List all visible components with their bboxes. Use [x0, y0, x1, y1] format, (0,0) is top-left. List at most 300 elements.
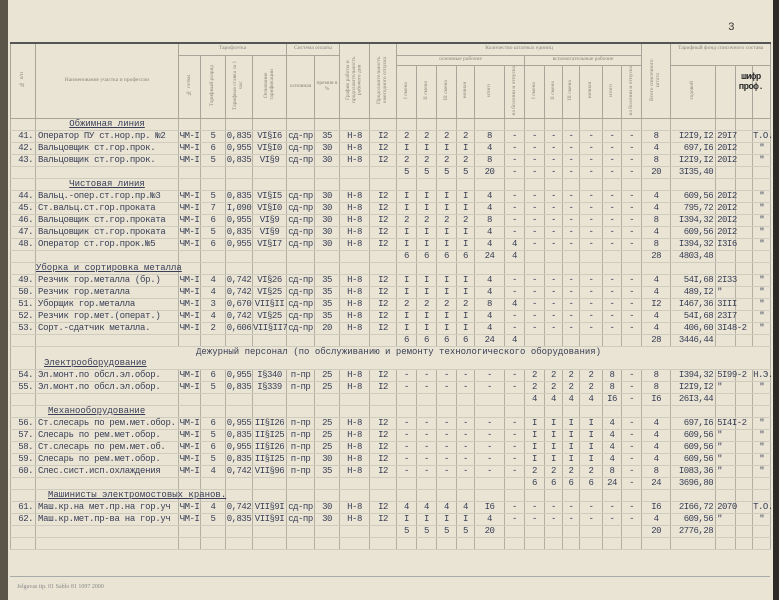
- main-shift1: I: [397, 322, 417, 334]
- main-shift2: 2: [417, 154, 437, 166]
- grade: 6: [201, 441, 226, 453]
- table-row: [11, 298, 771, 310]
- aux-total: -: [603, 501, 622, 513]
- pay-system: п-пр: [287, 465, 315, 477]
- aux-shift3: I: [563, 441, 580, 453]
- main-shift3: -: [437, 369, 457, 381]
- aux-night: [580, 334, 603, 346]
- cell: [437, 118, 457, 130]
- profession-name: Вальцовщик ст.гор.прок.: [36, 142, 179, 154]
- main-total: 8: [475, 130, 505, 142]
- main-shift3: I: [437, 322, 457, 334]
- table-row: [11, 310, 771, 322]
- aux-shift2: -: [545, 202, 563, 214]
- main-shift1: I: [397, 238, 417, 250]
- table-row: [11, 429, 771, 441]
- aux-shift1: [525, 250, 545, 262]
- tariff-basis: VI§9: [253, 154, 287, 166]
- schedule: Н-8: [340, 202, 370, 214]
- main-night: -: [457, 465, 475, 477]
- profession-code: ": [716, 381, 736, 393]
- table-row: [11, 369, 771, 381]
- cell: [642, 118, 671, 130]
- main-shift1: -: [397, 465, 417, 477]
- main-shift1: [397, 393, 417, 405]
- main-night: -: [457, 453, 475, 465]
- grade: [201, 250, 226, 262]
- aux-shift2: -: [545, 322, 563, 334]
- header-tariff-grid: Тарифсетка: [179, 43, 287, 55]
- note: [753, 537, 771, 549]
- cell: [563, 118, 580, 130]
- main-sick: -: [505, 286, 525, 298]
- fund-extra: [736, 310, 753, 322]
- cell: [753, 118, 771, 130]
- table-row: [11, 322, 771, 334]
- printer-imprint: Jelgavas tip. 01 Sablo 81 1097 2000: [17, 584, 104, 590]
- pay-system: п-пр: [287, 369, 315, 381]
- grid-no: [179, 477, 201, 489]
- aux-total: [603, 525, 622, 537]
- note: Н.Э.: [753, 369, 773, 380]
- vacation-days: [370, 537, 397, 549]
- main-sick: -: [505, 226, 525, 238]
- profession-code: 2I33: [717, 274, 737, 285]
- header-main-total: итого: [475, 65, 505, 118]
- aux-shift1: 2: [525, 369, 545, 381]
- bonus-percent: 30: [315, 202, 340, 214]
- cell: [580, 118, 603, 130]
- vacation-days: I2: [370, 190, 397, 202]
- schedule: Н-8: [340, 238, 370, 250]
- bonus-percent: 30: [315, 238, 340, 250]
- section-header-row: [11, 489, 771, 501]
- main-night: I: [457, 513, 475, 525]
- aux-shift1: -: [525, 226, 545, 238]
- aux-shift2: -: [545, 286, 563, 298]
- aux-sick: -: [622, 477, 642, 489]
- aux-night: -: [580, 190, 603, 202]
- annual-fund: 609,56: [671, 513, 716, 525]
- main-sick: -: [505, 441, 525, 453]
- main-shift2: I: [417, 310, 437, 322]
- annual-fund: 609,56: [671, 190, 716, 202]
- main-sick: 4: [505, 250, 525, 262]
- note: ": [753, 226, 771, 238]
- header-vacation: Продолжительность ежегодного отпуска: [370, 43, 397, 118]
- aux-shift2: 2: [545, 369, 563, 381]
- cell: [457, 262, 475, 274]
- aux-shift1: -: [525, 322, 545, 334]
- annual-fund: 697,I6: [671, 142, 716, 154]
- schedule: Н-8: [340, 286, 370, 298]
- tariff-basis: [253, 393, 287, 405]
- payroll-total: 4: [642, 441, 671, 453]
- cell: [370, 262, 397, 274]
- fund-extra: [736, 130, 753, 142]
- profession-name: [36, 537, 179, 549]
- tariff-basis: VI§I6: [253, 130, 287, 142]
- aux-sick: -: [622, 465, 642, 477]
- cell: [622, 405, 642, 417]
- main-night: 2: [457, 130, 475, 142]
- cell: [563, 262, 580, 274]
- profession-name: Оператор ПУ ст.нор.пр. №2: [36, 130, 179, 142]
- schedule: [340, 166, 370, 178]
- header-basis: Основание тарификации: [253, 55, 287, 118]
- main-total: -: [475, 441, 505, 453]
- main-total: 24: [475, 250, 505, 262]
- main-total: [475, 477, 505, 489]
- main-total: I6: [475, 501, 505, 513]
- main-shift3: 2: [437, 154, 457, 166]
- cell: [437, 262, 457, 274]
- header-payroll-total: Всего списочного штата: [642, 43, 671, 118]
- profession-name: Вальцовщик ст.гор.проката: [36, 226, 179, 238]
- fund-extra: [736, 286, 753, 298]
- pay-system: сд-пр: [288, 513, 313, 524]
- cell: [315, 489, 340, 501]
- main-shift1: -: [397, 381, 417, 393]
- schedule: Н-8: [340, 154, 370, 166]
- tariff-basis: [253, 334, 287, 346]
- fund-extra: [736, 166, 753, 178]
- cell: [179, 178, 201, 190]
- main-shift1: -: [397, 441, 417, 453]
- header-aux-workers: вспомогательные рабочие: [525, 55, 642, 65]
- main-shift1: I: [397, 142, 417, 154]
- tariff-basis: [253, 250, 287, 262]
- profession-name: Слесарь по рем.мет.обор.: [36, 429, 179, 441]
- profession-name: Оператор ст.гор.прок.№5: [36, 238, 179, 250]
- grade: [201, 334, 226, 346]
- aux-night: 2: [580, 465, 603, 477]
- main-sick: -: [505, 274, 525, 286]
- grade: 5: [201, 453, 226, 465]
- aux-night: -: [580, 286, 603, 298]
- header-aux-night: ночная: [580, 65, 603, 118]
- hourly-rate: 0,835: [226, 513, 252, 524]
- grid-no: ЧМ-I: [179, 465, 200, 476]
- main-sick: [505, 525, 525, 537]
- aux-sick: -: [622, 166, 642, 178]
- aux-shift3: 2: [563, 381, 580, 393]
- main-shift3: -: [437, 453, 457, 465]
- header-pay-main: основная: [287, 55, 315, 118]
- subtotal-row: [11, 334, 771, 346]
- main-shift2: I: [417, 202, 437, 214]
- main-shift1: I: [397, 513, 417, 525]
- main-night: 5: [457, 166, 475, 178]
- aux-night: I: [580, 453, 603, 465]
- header-schedule: График работы и продолжительность рабочего дня: [340, 43, 370, 118]
- cell: [340, 405, 370, 417]
- aux-night: -: [580, 142, 603, 154]
- main-shift2: I: [417, 286, 437, 298]
- payroll-total: 4: [642, 322, 671, 334]
- bonus-percent: 35: [315, 286, 340, 298]
- cell: [370, 178, 397, 190]
- fund-extra: [736, 274, 753, 286]
- annual-fund: 3446,44: [671, 334, 716, 346]
- bonus-percent: 30: [315, 226, 340, 238]
- aux-night: [580, 250, 603, 262]
- hourly-rate: 0,835: [226, 429, 252, 440]
- aux-shift1: 4: [525, 393, 545, 405]
- cell: [11, 405, 36, 417]
- hourly-rate: 0,835: [226, 453, 252, 464]
- main-sick: 4: [505, 238, 525, 250]
- cell: [397, 262, 417, 274]
- cell: [253, 178, 287, 190]
- bonus-percent: [315, 537, 340, 549]
- aux-sick: -: [622, 501, 642, 513]
- cell: [201, 118, 226, 130]
- cell: [253, 489, 287, 501]
- header-main-shift3: III смена: [437, 65, 457, 118]
- profession-name: Вальцовщик ст.гор.проката: [36, 214, 179, 226]
- aux-shift2: I: [545, 441, 563, 453]
- aux-sick: -: [622, 322, 642, 334]
- hourly-rate: 0,955: [226, 417, 252, 428]
- cell: [563, 178, 580, 190]
- aux-total: 8: [603, 369, 622, 381]
- main-shift3: -: [437, 441, 457, 453]
- aux-total: -: [603, 202, 622, 214]
- aux-shift2: -: [545, 154, 563, 166]
- bonus-percent: 35: [315, 274, 340, 286]
- grade: 5: [201, 130, 226, 142]
- aux-shift2: [545, 537, 563, 549]
- cell: [580, 262, 603, 274]
- aux-night: -: [580, 202, 603, 214]
- cell: [315, 178, 340, 190]
- profession-name: Вальц.-опер.ст.гор.пр.№3: [36, 190, 179, 202]
- cell: [603, 118, 622, 130]
- aux-sick: -: [622, 429, 642, 441]
- note: ": [753, 381, 771, 393]
- aux-night: [580, 537, 603, 549]
- note: [753, 393, 771, 405]
- cell: [716, 405, 736, 417]
- grid-no: [179, 537, 201, 549]
- grid-no: [179, 166, 201, 178]
- schedule: Н-8: [340, 226, 370, 238]
- aux-sick: -: [622, 310, 642, 322]
- tariff-basis: II§I25: [253, 453, 287, 465]
- grade: 7: [201, 202, 226, 214]
- aux-total: -: [603, 190, 622, 202]
- vacation-days: I2: [370, 501, 397, 513]
- payroll-total: 8: [642, 238, 671, 250]
- header-aux-shift3: III смена: [563, 65, 580, 118]
- profession-code: 29I7: [717, 130, 737, 141]
- aux-sick: -: [622, 214, 642, 226]
- aux-shift1: -: [525, 166, 545, 178]
- note: ": [753, 453, 771, 465]
- profession-name: Маш.кр.мет.пр-ва на гор.уч: [36, 513, 179, 525]
- profession-code: 23I7: [717, 310, 737, 321]
- grid-no: ЧМ-I: [179, 429, 200, 440]
- profession-name: Уборщик гор.металла: [36, 298, 179, 310]
- annual-fund: 2776,28: [671, 525, 716, 537]
- aux-shift3: -: [563, 298, 580, 310]
- cell: [340, 489, 370, 501]
- main-shift3: 6: [437, 334, 457, 346]
- cell: [671, 405, 716, 417]
- aux-shift3: I: [563, 429, 580, 441]
- annual-fund: I394,32: [671, 369, 716, 381]
- main-sick: -: [505, 369, 525, 381]
- schedule: Н-8: [340, 453, 370, 465]
- aux-total: -: [603, 226, 622, 238]
- bonus-percent: 25: [315, 441, 340, 453]
- grid-no: [179, 334, 201, 346]
- main-total: 4: [475, 202, 505, 214]
- vacation-days: [370, 525, 397, 537]
- aux-total: 8: [603, 381, 622, 393]
- pay-system: [287, 393, 315, 405]
- schedule: Н-8: [340, 214, 370, 226]
- row-number: 49.: [11, 274, 36, 286]
- cell: [417, 262, 437, 274]
- hourly-rate: [226, 525, 253, 537]
- profession-code: ": [716, 441, 736, 453]
- aux-total: -: [603, 166, 622, 178]
- cell: [370, 118, 397, 130]
- profession-code: [716, 334, 736, 346]
- fund-extra: [736, 154, 753, 166]
- tariff-basis: I§339: [253, 381, 287, 393]
- scan-left-edge: [0, 0, 8, 600]
- aux-shift2: -: [545, 142, 563, 154]
- payroll-total: 28: [642, 250, 671, 262]
- grid-no: ЧМ-I: [179, 417, 200, 428]
- table-header: [11, 43, 771, 118]
- main-night: I: [457, 286, 475, 298]
- hourly-rate: 0,955: [226, 441, 252, 452]
- row-number: 46.: [11, 214, 36, 226]
- aux-shift3: -: [563, 310, 580, 322]
- profession-name: [36, 525, 179, 537]
- schedule: Н-8: [340, 310, 370, 322]
- aux-sick: -: [622, 298, 642, 310]
- pay-system: сд-пр: [288, 214, 313, 225]
- payroll-total: 4: [642, 310, 671, 322]
- aux-shift1: -: [525, 310, 545, 322]
- main-total: 20: [475, 525, 505, 537]
- row-number: 62.: [11, 513, 36, 525]
- grade: 6: [201, 238, 226, 250]
- fund-extra: [736, 429, 753, 441]
- grid-no: ЧМ-I: [179, 381, 200, 392]
- main-shift1: 5: [397, 166, 417, 178]
- tariff-basis: VI§25: [253, 286, 287, 298]
- table-row: [11, 381, 771, 393]
- row-number: [11, 477, 36, 489]
- main-total: -: [475, 381, 505, 393]
- table-row: [11, 226, 771, 238]
- grade: [201, 525, 226, 537]
- main-shift2: -: [417, 381, 437, 393]
- note: [753, 477, 771, 489]
- main-shift3: I: [437, 226, 457, 238]
- row-number: 42.: [11, 142, 36, 154]
- fund-extra: [736, 501, 753, 513]
- aux-shift1: -: [525, 202, 545, 214]
- main-sick: -: [505, 214, 525, 226]
- tariff-basis: VI§I0: [253, 202, 287, 214]
- cell: [397, 405, 417, 417]
- aux-shift1: -: [525, 142, 545, 154]
- bonus-percent: 30: [315, 214, 340, 226]
- main-night: I: [457, 142, 475, 154]
- payroll-total: 8: [642, 369, 671, 381]
- header-annual: годовой: [671, 65, 716, 118]
- aux-shift1: -: [525, 238, 545, 250]
- aux-total: -: [603, 130, 622, 142]
- hourly-rate: 0,955: [226, 369, 252, 380]
- hourly-rate: 0,955: [226, 238, 252, 249]
- cell: [603, 405, 622, 417]
- grid-no: ЧМ-I: [179, 202, 200, 213]
- table-body: [11, 118, 771, 549]
- tariff-basis: [253, 166, 287, 178]
- tariff-basis: VII§9I: [253, 501, 287, 513]
- main-total: 24: [475, 334, 505, 346]
- grade: 3: [201, 298, 226, 310]
- main-shift1: 2: [397, 130, 417, 142]
- aux-shift2: -: [545, 298, 563, 310]
- fund-extra: [736, 465, 753, 477]
- header-main-workers: основные рабочие: [397, 55, 525, 65]
- main-night: 2: [457, 154, 475, 166]
- page-number: 3: [728, 22, 735, 34]
- profession-code: 3III: [717, 298, 737, 309]
- header-fund-sub1: [716, 65, 736, 118]
- main-sick: -: [505, 202, 525, 214]
- grid-no: ЧМ-I: [179, 238, 200, 249]
- schedule: Н-8: [340, 298, 370, 310]
- profession-name: Резчик гор.металла (бр.): [36, 274, 179, 286]
- cell: [179, 118, 201, 130]
- cell: [201, 405, 226, 417]
- cell: [716, 489, 736, 501]
- hourly-rate: 0,835: [226, 190, 252, 201]
- section-title: Машинисты электромостовых кранов.: [48, 489, 227, 500]
- pay-system: сд-пр: [288, 274, 313, 285]
- main-shift2: 4: [417, 501, 437, 513]
- aux-shift1: -: [525, 513, 545, 525]
- grade: 5: [201, 429, 226, 441]
- main-total: 8: [475, 214, 505, 226]
- header-main-sick: на болезни и отпуска: [505, 65, 525, 118]
- row-number: 53.: [11, 322, 36, 334]
- cell: [622, 178, 642, 190]
- main-total: -: [475, 369, 505, 381]
- main-shift3: I: [437, 202, 457, 214]
- aux-sick: -: [622, 130, 642, 142]
- main-shift3: [437, 477, 457, 489]
- hourly-rate: 0,835: [226, 381, 252, 392]
- main-shift1: I: [397, 190, 417, 202]
- cell: [457, 118, 475, 130]
- note: ": [753, 322, 771, 334]
- pay-system: п-пр: [287, 441, 315, 453]
- table-row: [11, 154, 771, 166]
- aux-shift3: -: [563, 142, 580, 154]
- vacation-days: I2: [370, 214, 397, 226]
